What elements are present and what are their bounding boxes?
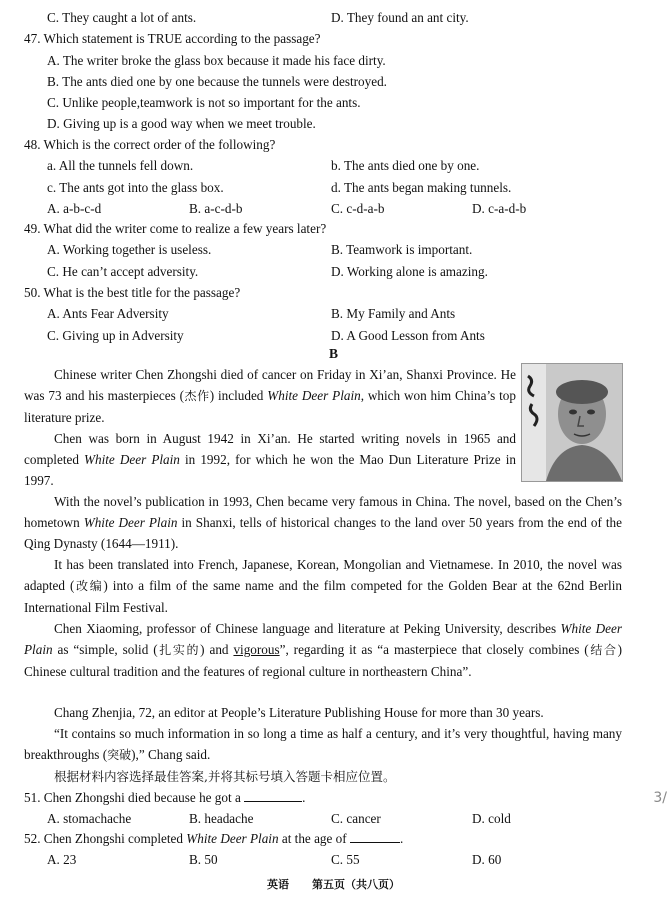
passage-paragraph-1: Chinese writer Chen Zhongshi died of cancer on Friday in Xi’an, Shanxi Province. He was 73 and his masterpieces (杰作) included White Deer Plain, which won him China’s top literature prize. bbox=[24, 367, 516, 426]
q51-option-d: D. cold bbox=[472, 811, 511, 826]
q49-option-b: B. Teamwork is important. bbox=[331, 242, 473, 257]
footer-page-number: 第五页（共八页） bbox=[311, 878, 400, 891]
instruction-text: 根据材料内容选择最佳答案,并将其标号填入答题卡相应位置。 bbox=[54, 769, 396, 784]
passage-paragraph-2: Chen was born in August 1942 in Xi’an. He started writing novels in 1965 and completed White Deer Plain in 1992, for which he won the Mao Dun Literature Prize in 1997. bbox=[24, 431, 516, 489]
q49-option-d: D. Working alone is amazing. bbox=[331, 264, 488, 279]
passage-paragraph-7: “It contains so much information in so long a time as half a century, and it’s very thoughtful, having many breakthroughs (突破),” Chang said. bbox=[24, 726, 622, 763]
q48-stem: 48. Which is the correct order of the following? bbox=[24, 137, 276, 152]
q49-stem: 49. What did the writer come to realize a few years later? bbox=[24, 221, 327, 236]
q48-option-a: A. a-b-c-d bbox=[47, 201, 102, 216]
page-footer bbox=[0, 876, 667, 892]
q46-option-c: C. They caught a lot of ants. bbox=[47, 10, 197, 25]
passage-paragraph-5: Chen Xiaoming, professor of Chinese language and literature at Peking University, describes White Deer Plain as “simple, solid (扎实的) and vigorous”, regarding it as “a masterpiece that closely combines (结合) Chinese cultural tradition and the features of regional culture in northeastern China”. bbox=[24, 621, 622, 680]
q47-option-b: B. The ants died one by one because the tunnels were destroyed. bbox=[47, 74, 387, 89]
q47-option-a: A. The writer broke the glass box because it made his face dirty. bbox=[47, 53, 386, 68]
q52-option-c: C. 55 bbox=[331, 852, 360, 867]
q51-option-c: C. cancer bbox=[331, 811, 381, 826]
q52-option-d: D. 60 bbox=[472, 852, 502, 867]
answer-blank bbox=[350, 830, 400, 843]
section-heading: B bbox=[328, 346, 338, 361]
q52-option-b: B. 50 bbox=[189, 852, 218, 867]
q51-option-b: B. headache bbox=[189, 811, 254, 826]
passage-paragraph-3: With the novel’s publication in 1993, Chen became very famous in China. The novel, based on the Chen’s hometown White Deer Plain in Shanxi, tells of historical changes to the land over 50 years from the end of the Qing Dynasty (1644—1911). bbox=[24, 494, 622, 552]
portrait-image bbox=[522, 364, 622, 481]
q47-option-d: D. Giving up is a good way when we meet trouble. bbox=[47, 116, 316, 131]
q51-stem: 51. Chen Zhongshi died because he got a . bbox=[24, 790, 306, 805]
q48-option-c: C. c-d-a-b bbox=[331, 201, 385, 216]
q48-statement-d: d. The ants began making tunnels. bbox=[331, 180, 512, 195]
q46-option-d: D. They found an ant city. bbox=[331, 10, 469, 25]
q48-option-b: B. a-c-d-b bbox=[189, 201, 243, 216]
q48-statement-b: b. The ants died one by one. bbox=[331, 158, 480, 173]
q50-option-b: B. My Family and Ants bbox=[331, 306, 456, 321]
q47-stem: 47. Which statement is TRUE according to the passage? bbox=[24, 31, 321, 46]
q48-statement-c: c. The ants got into the glass box. bbox=[47, 180, 224, 195]
q50-option-d: D. A Good Lesson from Ants bbox=[331, 328, 485, 343]
q47-option-c: C. Unlike people,teamwork is not so important for the ants. bbox=[47, 95, 361, 110]
q49-option-c: C. He can’t accept adversity. bbox=[47, 264, 199, 279]
author-photo bbox=[521, 363, 623, 482]
q48-statement-a: a. All the tunnels fell down. bbox=[47, 158, 194, 173]
q49-option-a: A. Working together is useless. bbox=[47, 242, 212, 257]
answer-blank bbox=[244, 789, 302, 802]
footer-subject: 英语 bbox=[267, 878, 289, 891]
q50-option-c: C. Giving up in Adversity bbox=[47, 328, 184, 343]
q50-option-a: A. Ants Fear Adversity bbox=[47, 306, 169, 321]
q48-option-d: D. c-a-d-b bbox=[472, 201, 527, 216]
q52-option-a: A. 23 bbox=[47, 852, 77, 867]
q50-stem: 50. What is the best title for the passage? bbox=[24, 285, 241, 300]
q51-option-a: A. stomachache bbox=[47, 811, 132, 826]
passage-paragraph-6: Chang Zhenjia, 72, an editor at People’s Literature Publishing House for more than 30 years. bbox=[54, 705, 544, 720]
edge-page-mark: 3/ bbox=[653, 790, 667, 806]
q52-stem: 52. Chen Zhongshi completed White Deer Plain at the age of . bbox=[24, 831, 404, 846]
passage-paragraph-4: It has been translated into French, Japanese, Korean, Mongolian and Vietnamese. In 2010, the novel was adapted (改编) into a film of the same name and the film competed for the Golden Bear at the 62nd Berlin International Film Festival. bbox=[24, 557, 622, 616]
